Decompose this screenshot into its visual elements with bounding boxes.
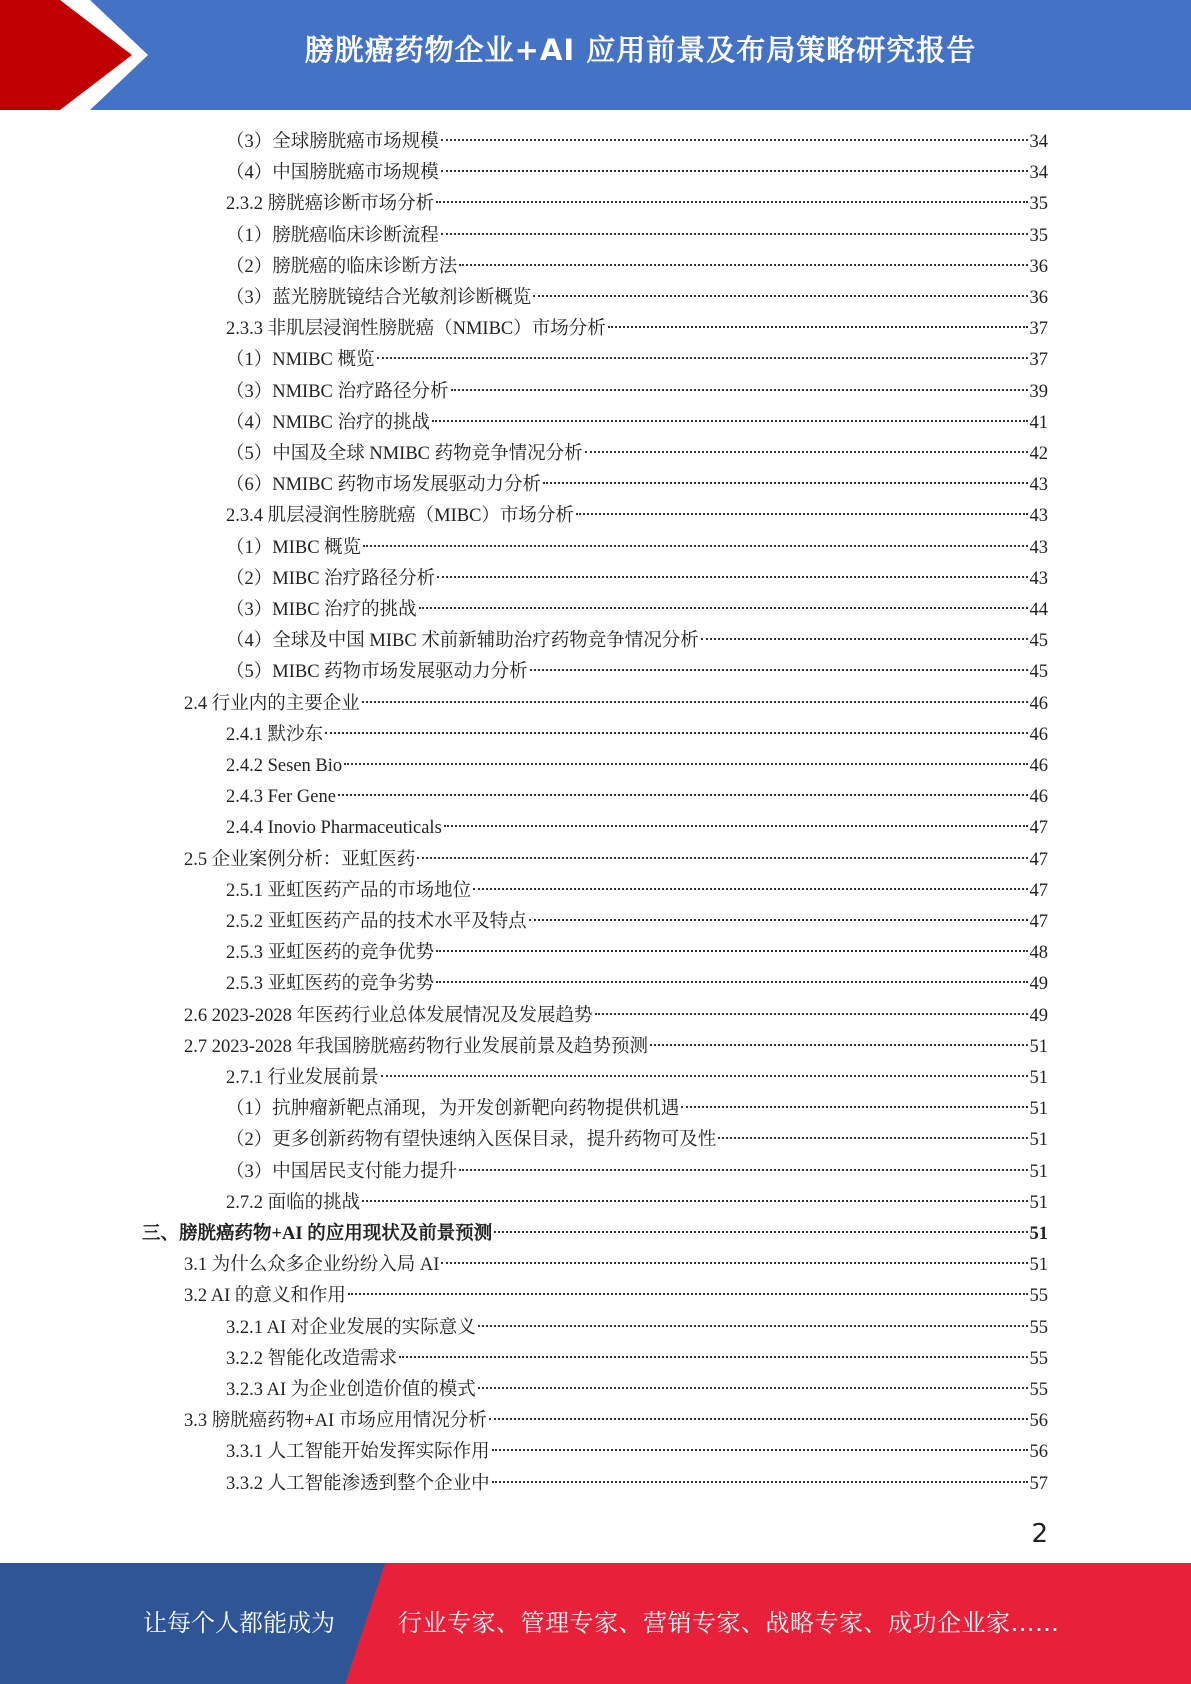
toc-dot-leader (701, 638, 1028, 640)
toc-entry-page: 55 (1029, 1348, 1048, 1369)
toc-entry-title: 3.2 AI 的意义和作用 (184, 1286, 346, 1307)
toc-entry-page: 46 (1029, 787, 1048, 808)
toc-entry-page: 34 (1029, 163, 1048, 184)
toc-dot-leader (543, 482, 1027, 484)
toc-dot-leader (338, 794, 1028, 796)
toc-entry-title: 2.3.2 膀胱癌诊断市场分析 (226, 194, 435, 215)
toc-entry-page: 47 (1029, 849, 1048, 870)
toc-entry-page: 51 (1029, 1192, 1048, 1213)
toc-entry-page: 36 (1029, 256, 1048, 277)
toc-entry-title: 2.5 企业案例分析：亚虹医药 (184, 849, 416, 870)
toc-entry[interactable] (226, 533, 1048, 564)
toc-entry-page: 37 (1029, 319, 1048, 340)
toc-entry-page: 55 (1029, 1317, 1048, 1338)
toc-dot-leader (441, 1262, 1027, 1264)
toc-entry[interactable] (184, 1001, 1048, 1032)
toc-entry-title: （3）全球膀胱癌市场规模 (226, 132, 439, 152)
toc-dot-leader (681, 1106, 1027, 1108)
toc-dot-leader (595, 1013, 1028, 1015)
toc-dot-leader (576, 513, 1028, 515)
toc-entry-title: 2.5.1 亚虹医药产品的市场地位 (226, 880, 472, 901)
footer-slogan-right: 行业专家、管理专家、营销专家、战略专家、成功企业家…… (398, 1609, 1060, 1637)
toc-dot-leader (478, 1325, 1028, 1327)
toc-entry[interactable] (226, 1188, 1048, 1219)
toc-dot-leader (437, 576, 1027, 578)
toc-entry-title: （4）NMIBC 治疗的挑战 (226, 412, 431, 433)
toc-entry-title: （1）NMIBC 概览 (226, 350, 375, 371)
toc-entry-title: 2.7.2 面临的挑战 (226, 1192, 361, 1213)
toc-entry[interactable] (226, 626, 1048, 657)
toc-dot-leader (362, 1200, 1027, 1202)
toc-dot-leader (348, 1293, 1028, 1295)
toc-entry[interactable] (226, 1469, 1048, 1500)
toc-dot-leader (459, 1169, 1027, 1171)
toc-dot-leader (441, 233, 1028, 235)
toc-entry-title: （1）MIBC 概览 (226, 537, 362, 558)
toc-entry[interactable] (226, 408, 1048, 439)
toc-entry[interactable] (226, 720, 1048, 751)
toc-entry-title: 3.2.3 AI 为企业创造价值的模式 (226, 1380, 476, 1400)
toc-entry-page: 51 (1029, 1224, 1048, 1244)
toc-entry-title: 2.7 2023-2028 年我国膀胱癌药物行业发展前景及趋势预测 (184, 1036, 649, 1057)
toc-dot-leader (718, 1137, 1027, 1139)
toc-entry[interactable] (184, 689, 1048, 720)
toc-entry-title: 2.7.1 行业发展前景 (226, 1068, 379, 1088)
toc-entry-page: 49 (1029, 974, 1048, 995)
toc-entry-page: 37 (1029, 350, 1048, 371)
page-number: 2 (1031, 1519, 1048, 1549)
toc-entry-title: （2）更多创新药物有望快速纳入医保目录，提升药物可及性 (226, 1130, 717, 1151)
toc-entry-page: 49 (1029, 1005, 1048, 1026)
toc-dot-leader (419, 607, 1028, 609)
toc-entry-page: 57 (1029, 1473, 1048, 1494)
toc-entry[interactable] (226, 221, 1048, 252)
toc-entry[interactable] (226, 1094, 1048, 1125)
toc-entry-page: 47 (1029, 818, 1048, 839)
toc-dot-leader (585, 451, 1028, 453)
toc-dot-leader (533, 295, 1027, 297)
toc-entry[interactable] (226, 1157, 1048, 1188)
toc-dot-leader (530, 669, 1028, 671)
toc-entry[interactable] (226, 969, 1048, 1000)
toc-dot-leader (381, 1075, 1028, 1077)
toc-entry[interactable] (226, 907, 1048, 938)
toc-dot-leader (399, 1356, 1027, 1358)
toc-dot-leader (436, 201, 1027, 203)
toc-entry-page: 51 (1029, 1161, 1048, 1182)
toc-entry-title: 2.6 2023-2028 年医药行业总体发展情况及发展趋势 (184, 1005, 593, 1026)
toc-entry-title: （4）中国膀胱癌市场规模 (226, 163, 439, 184)
toc-entry[interactable] (226, 1063, 1048, 1094)
toc-entry-page: 46 (1029, 756, 1048, 776)
toc-entry[interactable] (226, 1344, 1048, 1375)
toc-entry-page: 51 (1029, 1130, 1048, 1151)
toc-entry[interactable] (226, 127, 1048, 158)
toc-dot-leader (344, 763, 1027, 765)
toc-entry-title: （4）全球及中国 MIBC 术前新辅助治疗药物竞争情况分析 (226, 631, 699, 652)
toc-entry[interactable] (226, 657, 1048, 688)
toc-entry[interactable] (226, 1125, 1048, 1156)
toc-entry-page: 56 (1029, 1442, 1048, 1463)
toc-dot-leader (436, 981, 1027, 983)
toc-entry-title: （2）膀胱癌的临床诊断方法 (226, 256, 458, 277)
toc-entry-title: 2.4.2 Sesen Bio (226, 756, 343, 776)
toc-entry-page: 43 (1029, 506, 1048, 527)
toc-entry[interactable] (226, 751, 1048, 782)
toc-entry[interactable] (226, 876, 1048, 907)
toc-entry-title: 三、膀胱癌药物+AI 的应用现状及前景预测 (142, 1224, 493, 1244)
toc-dot-leader (325, 732, 1027, 734)
toc-entry[interactable] (184, 1250, 1048, 1281)
toc-dot-leader (473, 888, 1027, 890)
toc-dot-leader (417, 857, 1027, 859)
toc-entry-title: 2.4.1 默沙东 (226, 724, 324, 745)
toc-entry-title: （2）MIBC 治疗路径分析 (226, 568, 436, 589)
toc-entry[interactable] (226, 189, 1048, 220)
toc-entry-page: 51 (1029, 1036, 1048, 1057)
toc-entry-page: 46 (1029, 724, 1048, 745)
toc-entry-page: 35 (1029, 225, 1048, 246)
toc-entry-page: 47 (1029, 880, 1048, 901)
toc-dot-leader (436, 950, 1027, 952)
toc-dot-leader (362, 701, 1028, 703)
toc-entry-page: 51 (1029, 1068, 1048, 1088)
toc-entry-title: （5）MIBC 药物市场发展驱动力分析 (226, 662, 528, 683)
toc-dot-leader (432, 420, 1027, 422)
toc-entry[interactable] (184, 1281, 1048, 1312)
toc-entry-page: 44 (1029, 600, 1048, 620)
toc-entry-title: （6）NMIBC 药物市场发展驱动力分析 (226, 475, 542, 496)
report-title: 膀胱癌药物企业+AI 应用前景及布局策略研究报告 (304, 33, 977, 67)
toc-entry-title: （1）抗肿瘤新靶点涌现，为开发创新靶向药物提供机遇 (226, 1099, 680, 1120)
toc-entry[interactable] (184, 845, 1048, 876)
header-arrow-icon (0, 0, 160, 110)
toc-entry-page: 45 (1029, 662, 1048, 683)
toc-entry-page: 39 (1029, 381, 1048, 402)
toc-dot-leader (492, 1449, 1028, 1451)
toc-entry-page: 43 (1029, 475, 1048, 496)
toc-entry-title: 2.4.3 Fer Gene (226, 787, 336, 808)
toc-entry-title: 2.5.2 亚虹医药产品的技术水平及特点 (226, 912, 527, 932)
page-footer (0, 1563, 1191, 1684)
toc-entry-title: （1）膀胱癌临床诊断流程 (226, 225, 439, 246)
toc-entry-title: 3.2.1 AI 对企业发展的实际意义 (226, 1317, 476, 1338)
toc-entry-title: 2.5.3 亚虹医药的竞争优势 (226, 943, 435, 964)
toc-entry-page: 48 (1029, 943, 1048, 964)
toc-dot-leader (451, 389, 1028, 391)
toc-dot-leader (608, 326, 1028, 328)
toc-dot-leader (650, 1044, 1027, 1046)
toc-entry[interactable] (184, 1032, 1048, 1063)
toc-entry-page: 34 (1029, 132, 1048, 152)
toc-dot-leader (529, 919, 1028, 921)
toc-entry[interactable] (226, 439, 1048, 470)
footer-slogan-left: 让每个人都能成为 (143, 1609, 335, 1637)
toc-entry[interactable] (226, 377, 1048, 408)
toc-entry[interactable] (226, 345, 1048, 376)
toc-entry-page: 45 (1029, 631, 1048, 652)
toc-entry-page: 55 (1029, 1380, 1048, 1400)
toc-dot-leader (444, 825, 1028, 827)
toc-entry-page: 55 (1029, 1286, 1048, 1307)
toc-entry-page: 51 (1029, 1255, 1048, 1276)
toc-entry[interactable] (226, 470, 1048, 501)
toc-entry[interactable] (226, 1313, 1048, 1344)
toc-entry-title: （5）中国及全球 NMIBC 药物竞争情况分析 (226, 444, 583, 464)
toc-dot-leader (377, 357, 1028, 359)
toc-dot-leader (489, 1418, 1028, 1420)
toc-dot-leader (459, 264, 1027, 266)
toc-dot-leader (494, 1231, 1027, 1233)
toc-entry-title: 3.3 膀胱癌药物+AI 市场应用情况分析 (184, 1411, 487, 1432)
toc-entry[interactable] (226, 813, 1048, 844)
toc-entry[interactable] (226, 938, 1048, 969)
toc-dot-leader (478, 1387, 1028, 1389)
toc-entry[interactable] (226, 1437, 1048, 1468)
toc-entry-title: （3）MIBC 治疗的挑战 (226, 600, 417, 620)
toc-entry-title: 2.4 行业内的主要企业 (184, 693, 360, 714)
toc-entry-title: 2.4.4 Inovio Pharmaceuticals (226, 818, 442, 839)
page-header (0, 0, 1191, 110)
toc-entry[interactable] (226, 501, 1048, 532)
toc-entry-title: （3）蓝光膀胱镜结合光敏剂诊断概览 (226, 288, 532, 308)
toc-entry-page: 42 (1029, 444, 1048, 464)
toc-entry[interactable] (226, 564, 1048, 595)
toc-entry-title: （3）NMIBC 治疗路径分析 (226, 381, 449, 402)
toc-entry[interactable] (226, 283, 1048, 314)
toc-entry[interactable] (226, 595, 1048, 626)
toc-entry-title: 3.1 为什么众多企业纷纷入局 AI (184, 1255, 440, 1276)
toc-entry-title: 2.3.3 非肌层浸润性膀胱癌（NMIBC）市场分析 (226, 319, 606, 340)
toc-entry-title: 2.3.4 肌层浸润性膀胱癌（MIBC）市场分析 (226, 506, 574, 527)
toc-entry-page: 41 (1029, 412, 1048, 433)
toc-dot-leader (492, 1481, 1028, 1483)
toc-entry-title: （3）中国居民支付能力提升 (226, 1161, 458, 1182)
toc-entry-page: 43 (1029, 568, 1048, 589)
toc-entry[interactable] (226, 252, 1048, 283)
toc-entry[interactable] (226, 782, 1048, 813)
toc-entry-page: 35 (1029, 194, 1048, 215)
toc-entry-title: 3.2.2 智能化改造需求 (226, 1348, 398, 1369)
toc-entry-title: 3.3.2 人工智能渗透到整个企业中 (226, 1473, 490, 1494)
toc-entry[interactable] (226, 158, 1048, 189)
toc-entry-page: 36 (1029, 288, 1048, 308)
toc-entry[interactable] (184, 1406, 1048, 1437)
toc-dot-leader (363, 545, 1027, 547)
toc-dot-leader (441, 139, 1028, 141)
toc-entry[interactable] (226, 1375, 1048, 1406)
toc-entry-title: 2.5.3 亚虹医药的竞争劣势 (226, 974, 435, 995)
toc-entry-page: 56 (1029, 1411, 1048, 1432)
toc-entry-title: 3.3.1 人工智能开始发挥实际作用 (226, 1442, 490, 1463)
toc-entry[interactable] (142, 1219, 1048, 1250)
toc-entry-page: 47 (1029, 912, 1048, 932)
toc-dot-leader (441, 170, 1028, 172)
toc-entry[interactable] (226, 314, 1048, 345)
toc-entry-page: 46 (1029, 693, 1048, 714)
toc-entry-page: 51 (1029, 1099, 1048, 1120)
toc-entry-page: 43 (1029, 537, 1048, 558)
